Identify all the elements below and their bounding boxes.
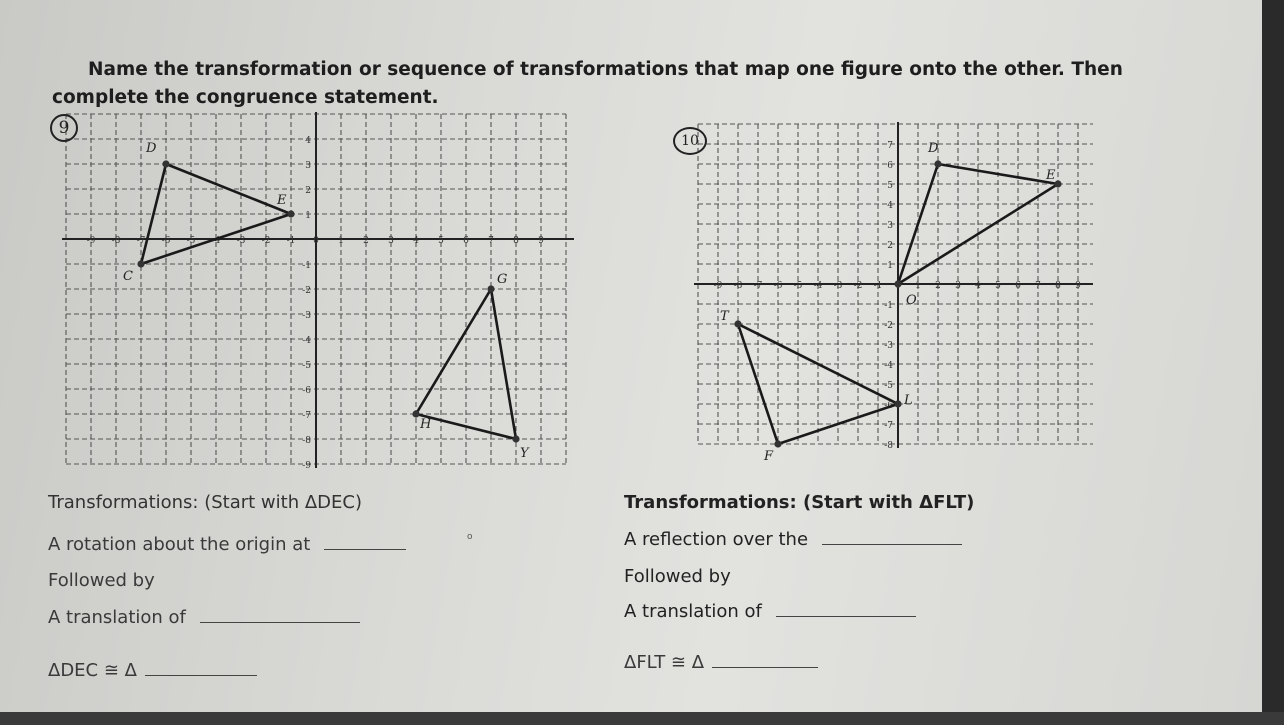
graph10-x-tick-label: -9 (713, 281, 723, 291)
problem-10-congruence-blank[interactable] (712, 653, 818, 668)
graph10-y-tick-label: -7 (884, 421, 893, 431)
graph10-x-tick-label: -3 (833, 281, 843, 291)
problem-10-reflection (624, 529, 962, 550)
graph10-x-tick-label: 7 (1035, 281, 1041, 291)
graph10-y-tick-label: 1 (887, 261, 893, 271)
problem-9-translation-label: A translation of (48, 607, 186, 628)
graph10-x-tick-label: 3 (955, 281, 961, 291)
problem-10-followed: Followed by (624, 566, 731, 587)
graph10-x-tick-label: -7 (753, 281, 763, 291)
problem-10-translation-label: A translation of (624, 601, 762, 622)
graph9-y-tick-label: -9 (302, 461, 311, 471)
instructions-line-1: Name the transformation or sequence of transformations that map one figure onto the other. Then (88, 59, 1123, 80)
graph9-x-tick-label: 1 (338, 236, 344, 246)
desk-bottom (0, 712, 1284, 725)
graph9-point-h (412, 410, 419, 417)
graph10-point-label-t: T (720, 309, 729, 324)
graph9-x-tick-label: 6 (463, 236, 469, 246)
graph-problem-10 (668, 122, 1093, 480)
graph10-x-tick-label: -5 (793, 281, 803, 291)
problem-10-reflection-blank[interactable] (822, 530, 962, 545)
graph9-x-tick-label: 2 (363, 236, 369, 246)
graph10-x-tick-label: 1 (915, 281, 921, 291)
graph9-x-tick-label: -7 (136, 236, 146, 246)
graph10-y-tick-label: 4 (887, 201, 893, 211)
problem-10-congruence-label: ΔFLT ≅ Δ (624, 652, 705, 673)
instructions (52, 56, 1172, 112)
graph10-x-tick-label: 4 (975, 281, 981, 291)
graph10-point-f (774, 440, 781, 447)
problem-10-number: 10 (673, 127, 707, 155)
graph9-point-y (512, 435, 519, 442)
graph10-y-tick-label: -6 (884, 401, 893, 411)
graph10-point-l (894, 400, 901, 407)
graph9-y-tick-label: -3 (302, 311, 311, 321)
degree-mark: o (467, 532, 473, 542)
problem-9-congruence-label: ΔDEC ≅ Δ (48, 660, 137, 681)
problem-9-rotation (48, 534, 406, 555)
graph9-x-tick-label: 9 (538, 236, 544, 246)
problem-9-translation (48, 607, 360, 628)
graph10-point-label-d: D (928, 141, 939, 156)
graph10-point-o (894, 280, 901, 287)
graph9-x-tick-label: 4 (413, 236, 419, 246)
graph10-point-label-f: F (764, 449, 774, 464)
graph9-x-tick-label: -6 (161, 236, 171, 246)
problem-9-congruence-blank[interactable] (145, 661, 257, 676)
graph10-y-tick-label: -5 (884, 381, 893, 391)
graph9-x-tick-label: 3 (388, 236, 394, 246)
problem-9-rotation-blank[interactable] (324, 535, 406, 550)
graph9-y-tick-label: 1 (305, 211, 311, 221)
problem-9-number: 9 (50, 114, 78, 142)
graph10-point-label-l: L (904, 393, 913, 408)
problem-10-translation (624, 601, 916, 622)
graph9-y-tick-label: -5 (302, 361, 311, 371)
desk-edge (1262, 0, 1284, 725)
graph10-x-tick-label: -8 (733, 281, 743, 291)
graph9-x-tick-label: 5 (438, 236, 444, 246)
graph10-x-tick-label: -4 (813, 281, 823, 291)
graph10-y-tick-label: 6 (887, 161, 893, 171)
graph10-x-tick-label: -6 (773, 281, 783, 291)
graph10-x-tick-label: 6 (1015, 281, 1021, 291)
graph10-y-tick-label: -8 (884, 441, 893, 451)
graph9-point-label-y: Y (520, 446, 529, 461)
graph9-y-tick-label: -6 (302, 386, 311, 396)
graph9-point-label-c: C (123, 269, 133, 284)
problem-10-congruence (624, 652, 818, 673)
graph9-x-tick-label: 8 (513, 236, 519, 246)
problem-9-congruence (48, 660, 257, 681)
graph10-y-tick-label: 3 (887, 221, 893, 231)
graph9-x-tick-label: -8 (111, 236, 121, 246)
graph9-y-tick-label: 3 (305, 161, 311, 171)
graph9-point-c (137, 260, 144, 267)
graph-problem-9 (36, 112, 576, 477)
problem-9-translation-blank[interactable] (200, 608, 360, 623)
graph9-y-tick-label: -4 (302, 336, 311, 346)
graph10-x-tick-label: 5 (995, 281, 1001, 291)
graph10-point-d (934, 160, 941, 167)
graph10-y-tick-label: 5 (887, 181, 893, 191)
graph10-y-tick-label: -1 (884, 301, 893, 311)
graph9-x-tick-label: 0 (313, 236, 319, 246)
graph9-x-tick-label: 7 (488, 236, 494, 246)
graph10-x-tick-label: 8 (1055, 281, 1061, 291)
graph10-point-label-e: E (1046, 168, 1056, 183)
problem-10-reflection-label: A reflection over the (624, 529, 809, 550)
graph10-point-label-o: O (906, 293, 917, 308)
graph9-y-tick-label: -2 (302, 286, 311, 296)
graph9-y-tick-label: -1 (302, 261, 311, 271)
problem-10-translation-blank[interactable] (776, 602, 916, 617)
graph9-x-tick-label: -1 (286, 236, 296, 246)
graph9-point-label-d: D (146, 141, 157, 156)
graph10-y-tick-label: 7 (887, 141, 893, 151)
problem-9-heading: Transformations: (Start with ΔDEC) (48, 492, 362, 513)
graph9-x-tick-label: -5 (186, 236, 196, 246)
graph10-y-tick-label: 2 (887, 241, 893, 251)
graph10-y-tick-label: -2 (884, 321, 893, 331)
graph10-x-tick-label: 2 (935, 281, 941, 291)
graph9-y-tick-label: 4 (305, 136, 311, 146)
graph9-point-d (162, 160, 169, 167)
graph10-x-tick-label: 9 (1075, 281, 1081, 291)
problem-10-heading: Transformations: (Start with ΔFLT) (624, 492, 975, 513)
graph10-x-tick-label: -2 (853, 281, 863, 291)
graph10-point-t (734, 320, 741, 327)
graph9-x-tick-label: -4 (211, 236, 221, 246)
graph9-x-tick-label: -3 (236, 236, 246, 246)
graph9-point-label-g: G (497, 272, 508, 287)
problem-9-followed: Followed by (48, 570, 155, 591)
graph9-y-tick-label: -8 (302, 436, 311, 446)
graph9-x-tick-label: -2 (261, 236, 271, 246)
graph10-x-tick-label: -1 (873, 281, 883, 291)
instructions-line-2: complete the congruence statement. (52, 87, 439, 108)
graph9-y-tick-label: -7 (302, 411, 311, 421)
graph9-point-e (287, 210, 294, 217)
graph9-y-tick-label: 2 (305, 186, 311, 196)
graph9-point-g (487, 285, 494, 292)
problem-9-rotation-label: A rotation about the origin at (48, 534, 311, 555)
graph10-y-tick-label: -3 (884, 341, 893, 351)
graph9-x-tick-label: -9 (86, 236, 96, 246)
graph10-y-tick-label: -4 (884, 361, 893, 371)
graph9-point-label-h: H (420, 417, 432, 432)
graph9-point-label-e: E (277, 193, 287, 208)
